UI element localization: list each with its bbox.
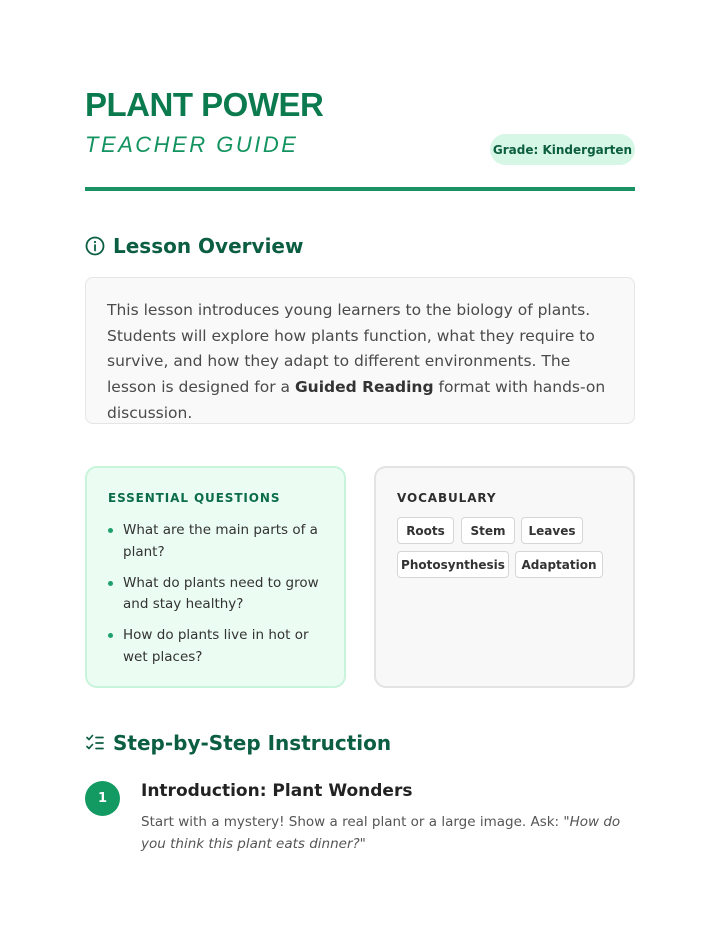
step-title: Introduction: Plant Wonders <box>141 781 413 801</box>
question-text: What are the main parts of a plant? <box>123 522 318 560</box>
essential-questions-card <box>85 466 346 688</box>
instruction-heading <box>85 731 391 755</box>
step-text: Start with a mystery! Show a real plant or a large image. Ask: <box>141 814 564 830</box>
vocabulary-title: VOCABULARY <box>397 491 497 505</box>
instruction-title: Step-by-Step Instruction <box>113 731 392 755</box>
list-item <box>108 520 323 563</box>
overview-box <box>85 277 635 424</box>
vocab-chip-photosynthesis: Photosynthesis <box>397 551 509 578</box>
guide-title: PLANT POWER <box>85 86 324 123</box>
overview-text-start: This lesson introduces young learners to the biology of plants. Students will explore how plants function, what they require to survive, and how they adapt to different environments. The lesson is designed for a <box>107 301 595 397</box>
list-item <box>108 625 323 668</box>
step-quote: "How do you think this plant eats dinner?" <box>141 814 621 852</box>
essential-questions-list <box>108 520 323 678</box>
info-icon <box>85 236 105 256</box>
vocab-chip-stem: Stem <box>461 517 515 544</box>
list-item <box>108 573 323 616</box>
lesson-overview-heading <box>85 234 303 258</box>
bullet-dot <box>108 633 113 638</box>
essential-questions-title: ESSENTIAL QUESTIONS <box>108 491 281 505</box>
grade-badge: Grade: Kindergarten <box>490 134 635 165</box>
question-text: How do plants live in hot or wet places? <box>123 627 309 665</box>
vocab-chip-leaves: Leaves <box>521 517 583 544</box>
guide-subtitle: TEACHER GUIDE <box>85 132 299 157</box>
header-divider <box>85 187 635 191</box>
vocab-chip-roots: Roots <box>397 517 454 544</box>
question-text: What do plants need to grow and stay healthy? <box>123 574 319 612</box>
vocab-chip-adaptation: Adaptation <box>515 551 603 578</box>
overview-format: Guided Reading <box>294 378 434 397</box>
step-number-badge: 1 <box>85 781 120 816</box>
step-description <box>141 812 635 855</box>
lesson-overview-title: Lesson Overview <box>113 234 304 258</box>
bullet-dot <box>108 581 113 586</box>
vocabulary-card <box>374 466 635 688</box>
bullet-dot <box>108 528 113 533</box>
overview-text-end: format with hands-on discussion. <box>107 378 606 422</box>
checklist-icon <box>85 733 105 753</box>
